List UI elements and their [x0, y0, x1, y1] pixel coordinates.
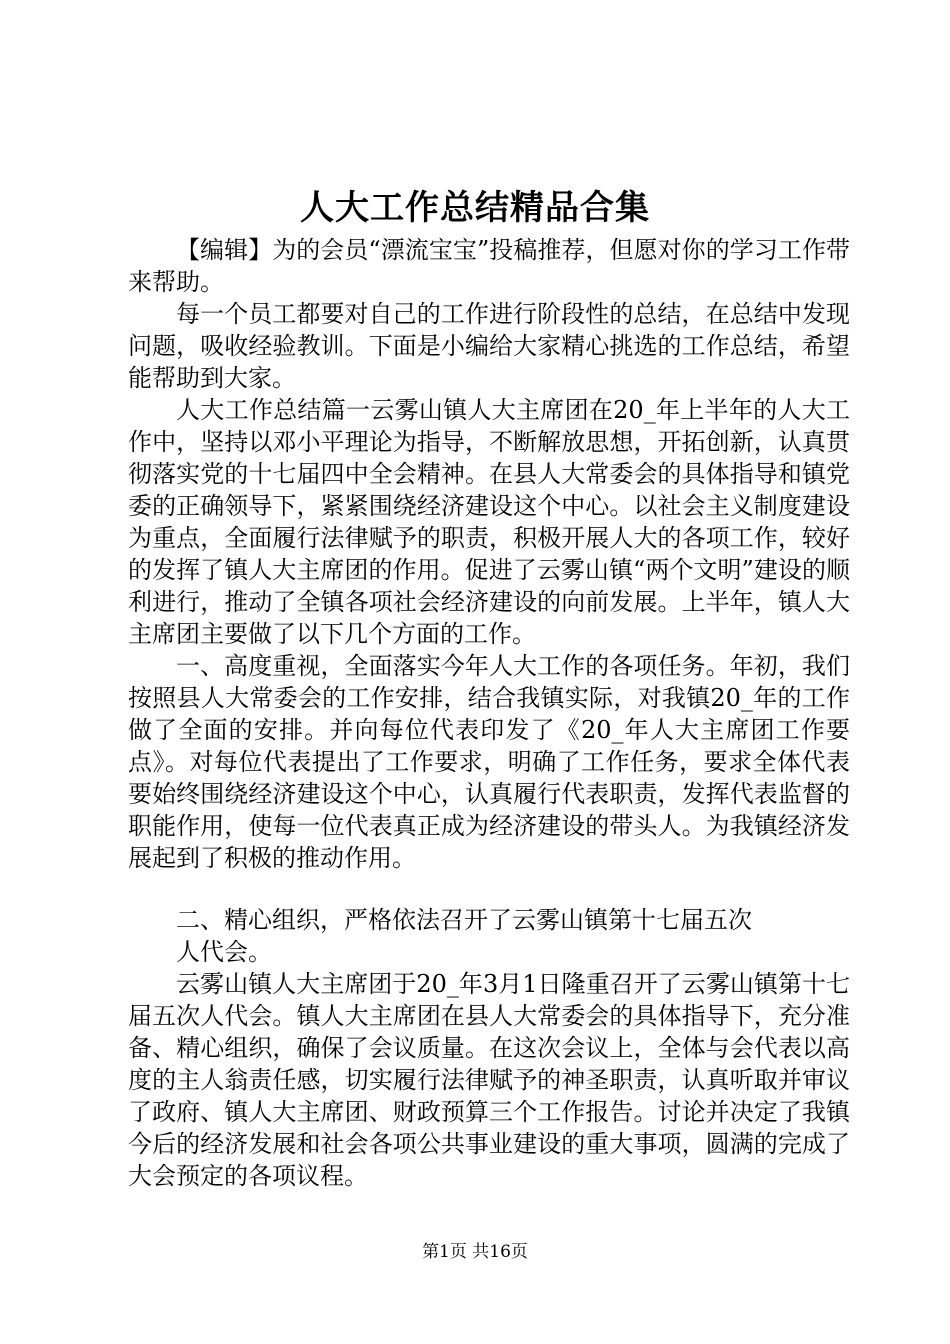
paragraph-summary-one: 人大工作总结篇一云雾山镇人大主席团在20_年上半年的人大工作中，坚持以邓小平理论为指导，不断解放思想，开拓创新，认真贯彻落实党的十七届四中全会精神。在县人大常委会的具体指导和镇党委的正确领导下，紧紧围绕经济建设这个中心。以社会主义制度建设为重点，全面履行法律赋予的职责，积极开展人大的各项工作，较好的发挥了镇人大主席团的作用。促进了云雾山镇“两个文明”建设的顺利进行，推动了全镇各项社会经济建设的向前发展。上半年，镇人大主席团主要做了以下几个方面的工作。 [128, 396, 850, 648]
document-body [128, 234, 850, 1192]
section-two-heading-continued: 人代会。 [176, 938, 272, 966]
paragraph-section-two: 云雾山镇人大主席团于20_年3月1日隆重召开了云雾山镇第十七届五次人代会。镇人大主席团在县人大常委会的具体指导下，充分准备、精心组织，确保了会议质量。在这次会议上，全体与会代表以高度的主人翁责任感，切实履行法律赋予的神圣职责，认真听取并审议了政府、镇人大主席团、财政预算三个工作报告。讨论并决定了我镇今后的经济发展和社会各项公共事业建设的重大事项，圆满的完成了大会预定的各项议程。 [128, 970, 850, 1190]
section-two-heading: 二、精心组织，严格依法召开了云雾山镇第十七届五次 [176, 906, 752, 934]
page-number-footer: 第1页 共16页 [422, 1242, 528, 1262]
document-title: 人大工作总结精品合集 [300, 188, 650, 228]
paragraph-intro: 每一个员工都要对自己的工作进行阶段性的总结，在总结中发现问题，吸收经验教训。下面是小编给大家精心挑选的工作总结，希望能帮助到大家。 [128, 300, 850, 392]
paragraph-section-one: 一、高度重视，全面落实今年人大工作的各项任务。年初，我们按照县人大常委会的工作安排，结合我镇实际，对我镇20_年的工作做了全面的安排。并向每位代表印发了《20_年人大主席团工作要点》。对每位代表提出了工作要求，明确了工作任务，要求全体代表要始终围绕经济建设这个中心，认真履行代表职责，发挥代表监督的职能作用，使每一位代表真正成为经济建设的带头人。为我镇经济发展起到了积极的推动作用。 [128, 652, 850, 872]
paragraph-editor-note: 【编辑】为的会员“漂流宝宝”投稿推荐，但愿对你的学习工作带来帮助。 [128, 236, 850, 296]
